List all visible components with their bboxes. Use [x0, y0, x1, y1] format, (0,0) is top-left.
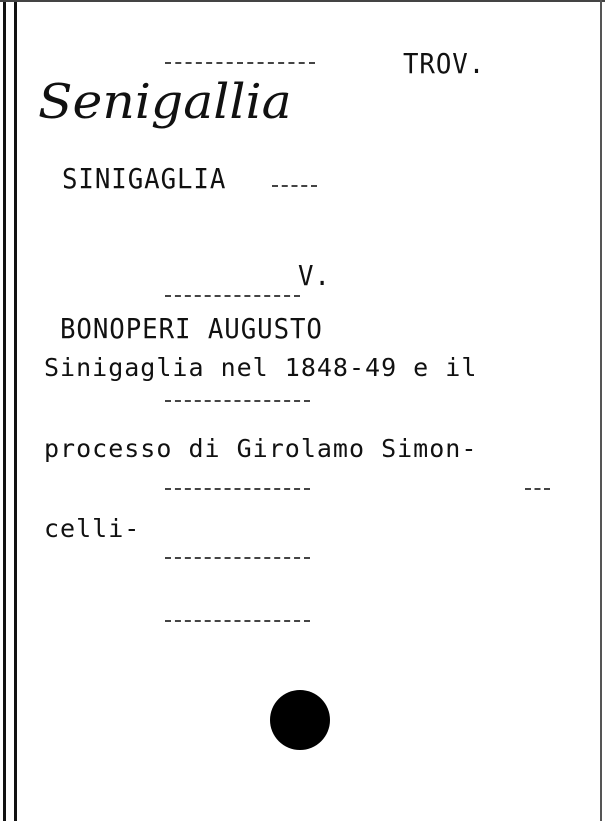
dashed-rule	[165, 295, 300, 297]
subject-heading: SINIGAGLIA	[62, 162, 227, 195]
dashed-rule	[165, 488, 310, 490]
dashed-rule	[165, 557, 310, 559]
title-line-1: Sinigaglia nel 1848-49 e il	[44, 353, 478, 382]
author-name: BONOPERI AUGUSTO	[60, 312, 323, 345]
card-left-border-inner	[14, 0, 17, 821]
dashed-rule	[272, 185, 317, 187]
dashed-rule	[165, 62, 315, 64]
title-line-3: celli-	[44, 514, 141, 543]
card-left-border-outer	[3, 0, 6, 821]
dashed-rule	[165, 620, 310, 622]
see-marker: V.	[298, 259, 331, 292]
title-line-2: processo di Girolamo Simon-	[44, 434, 478, 463]
status-label: TROV.	[403, 47, 486, 80]
punch-hole	[270, 690, 330, 750]
card-top-border	[0, 0, 605, 2]
card-right-border	[600, 0, 602, 821]
place-heading: Senigallia	[38, 74, 292, 130]
dashed-rule	[525, 488, 550, 490]
dashed-rule	[165, 400, 310, 402]
